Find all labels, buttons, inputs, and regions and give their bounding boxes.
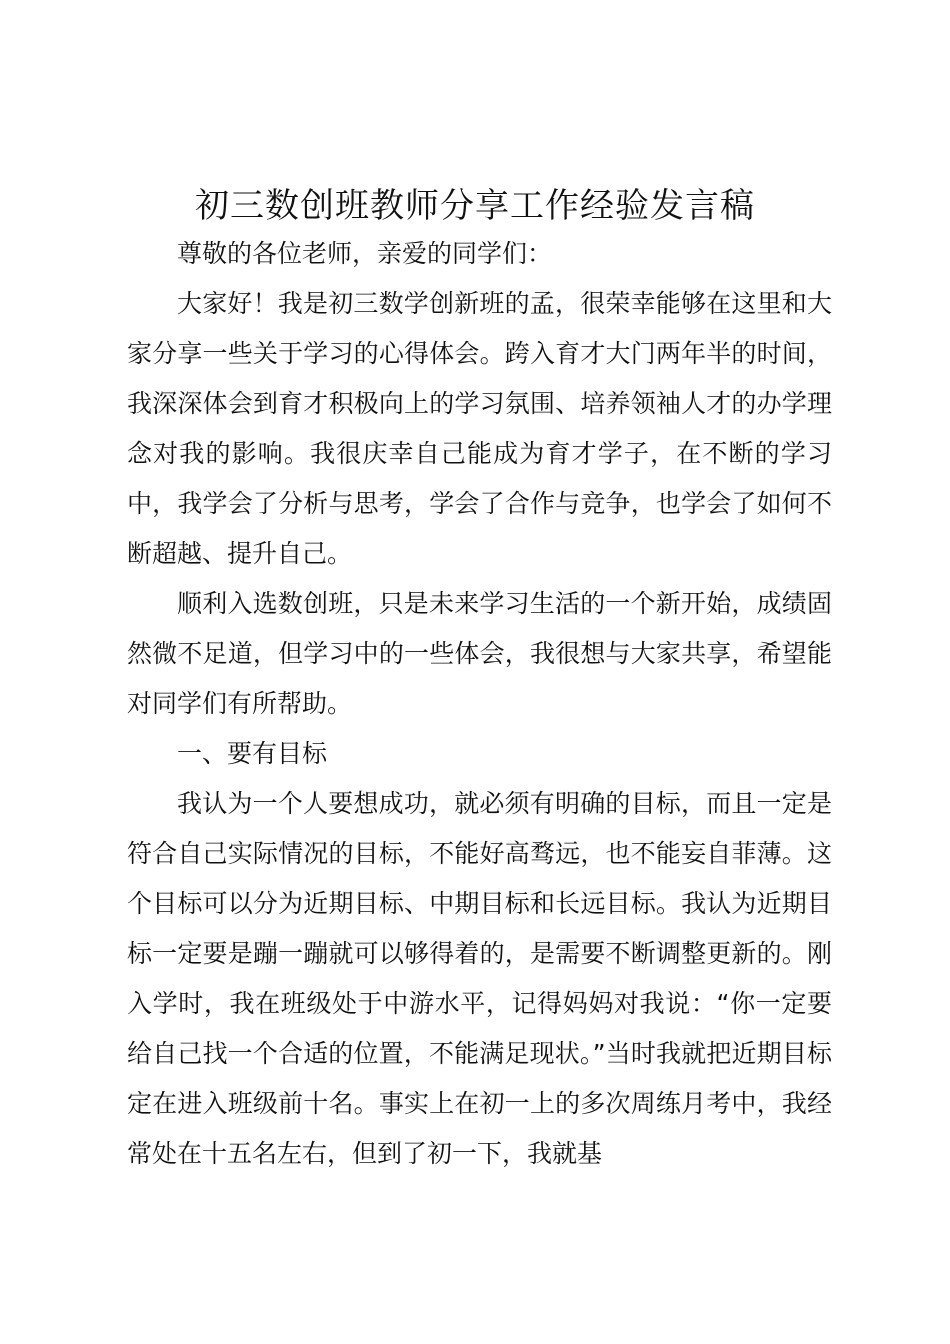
section-heading-goals: 一、要有目标 xyxy=(177,739,328,768)
paragraph-sharing: 顺利入选数创班，只是未来学习生活的一个新开始，成绩固然微不足道，但学习中的一些体会，我很想与大家共享，希望能对同学们有所帮助。 xyxy=(127,589,832,718)
document-body xyxy=(127,229,832,1179)
paragraph-introduction: 大家好！我是初三数学创新班的孟，很荣幸能够在这里和大家分享一些关于学习的心得体会。跨入育才大门两年半的时间，我深深体会到育才积极向上的学习氛围、培养领袖人才的办学理念对我的影响。我很庆幸自己能成为育才学子，在不断的学习中，我学会了分析与思考，学会了合作与竞争，也学会了如何不断超越、提升自己。 xyxy=(127,289,832,568)
paragraph-salutation: 尊敬的各位老师，亲爱的同学们： xyxy=(177,239,553,268)
paragraph-goals: 我认为一个人要想成功，就必须有明确的目标，而且一定是符合自己实际情况的目标，不能好高骛远，也不能妄自菲薄。这个目标可以分为近期目标、中期目标和长远目标。我认为近期目标一定要是蹦一蹦就可以够得着的，是需要不断调整更新的。刚入学时，我在班级处于中游水平，记得妈妈对我说：“你一定要给自己找一个合适的位置，不能满足现状。”当时我就把近期目标定在进入班级前十名。事实上在初一上的多次周练月考中，我经常处在十五名左右，但到了初一下，我就基 xyxy=(127,789,832,1168)
document-title: 初三数创班教师分享工作经验发言稿 xyxy=(195,186,755,226)
